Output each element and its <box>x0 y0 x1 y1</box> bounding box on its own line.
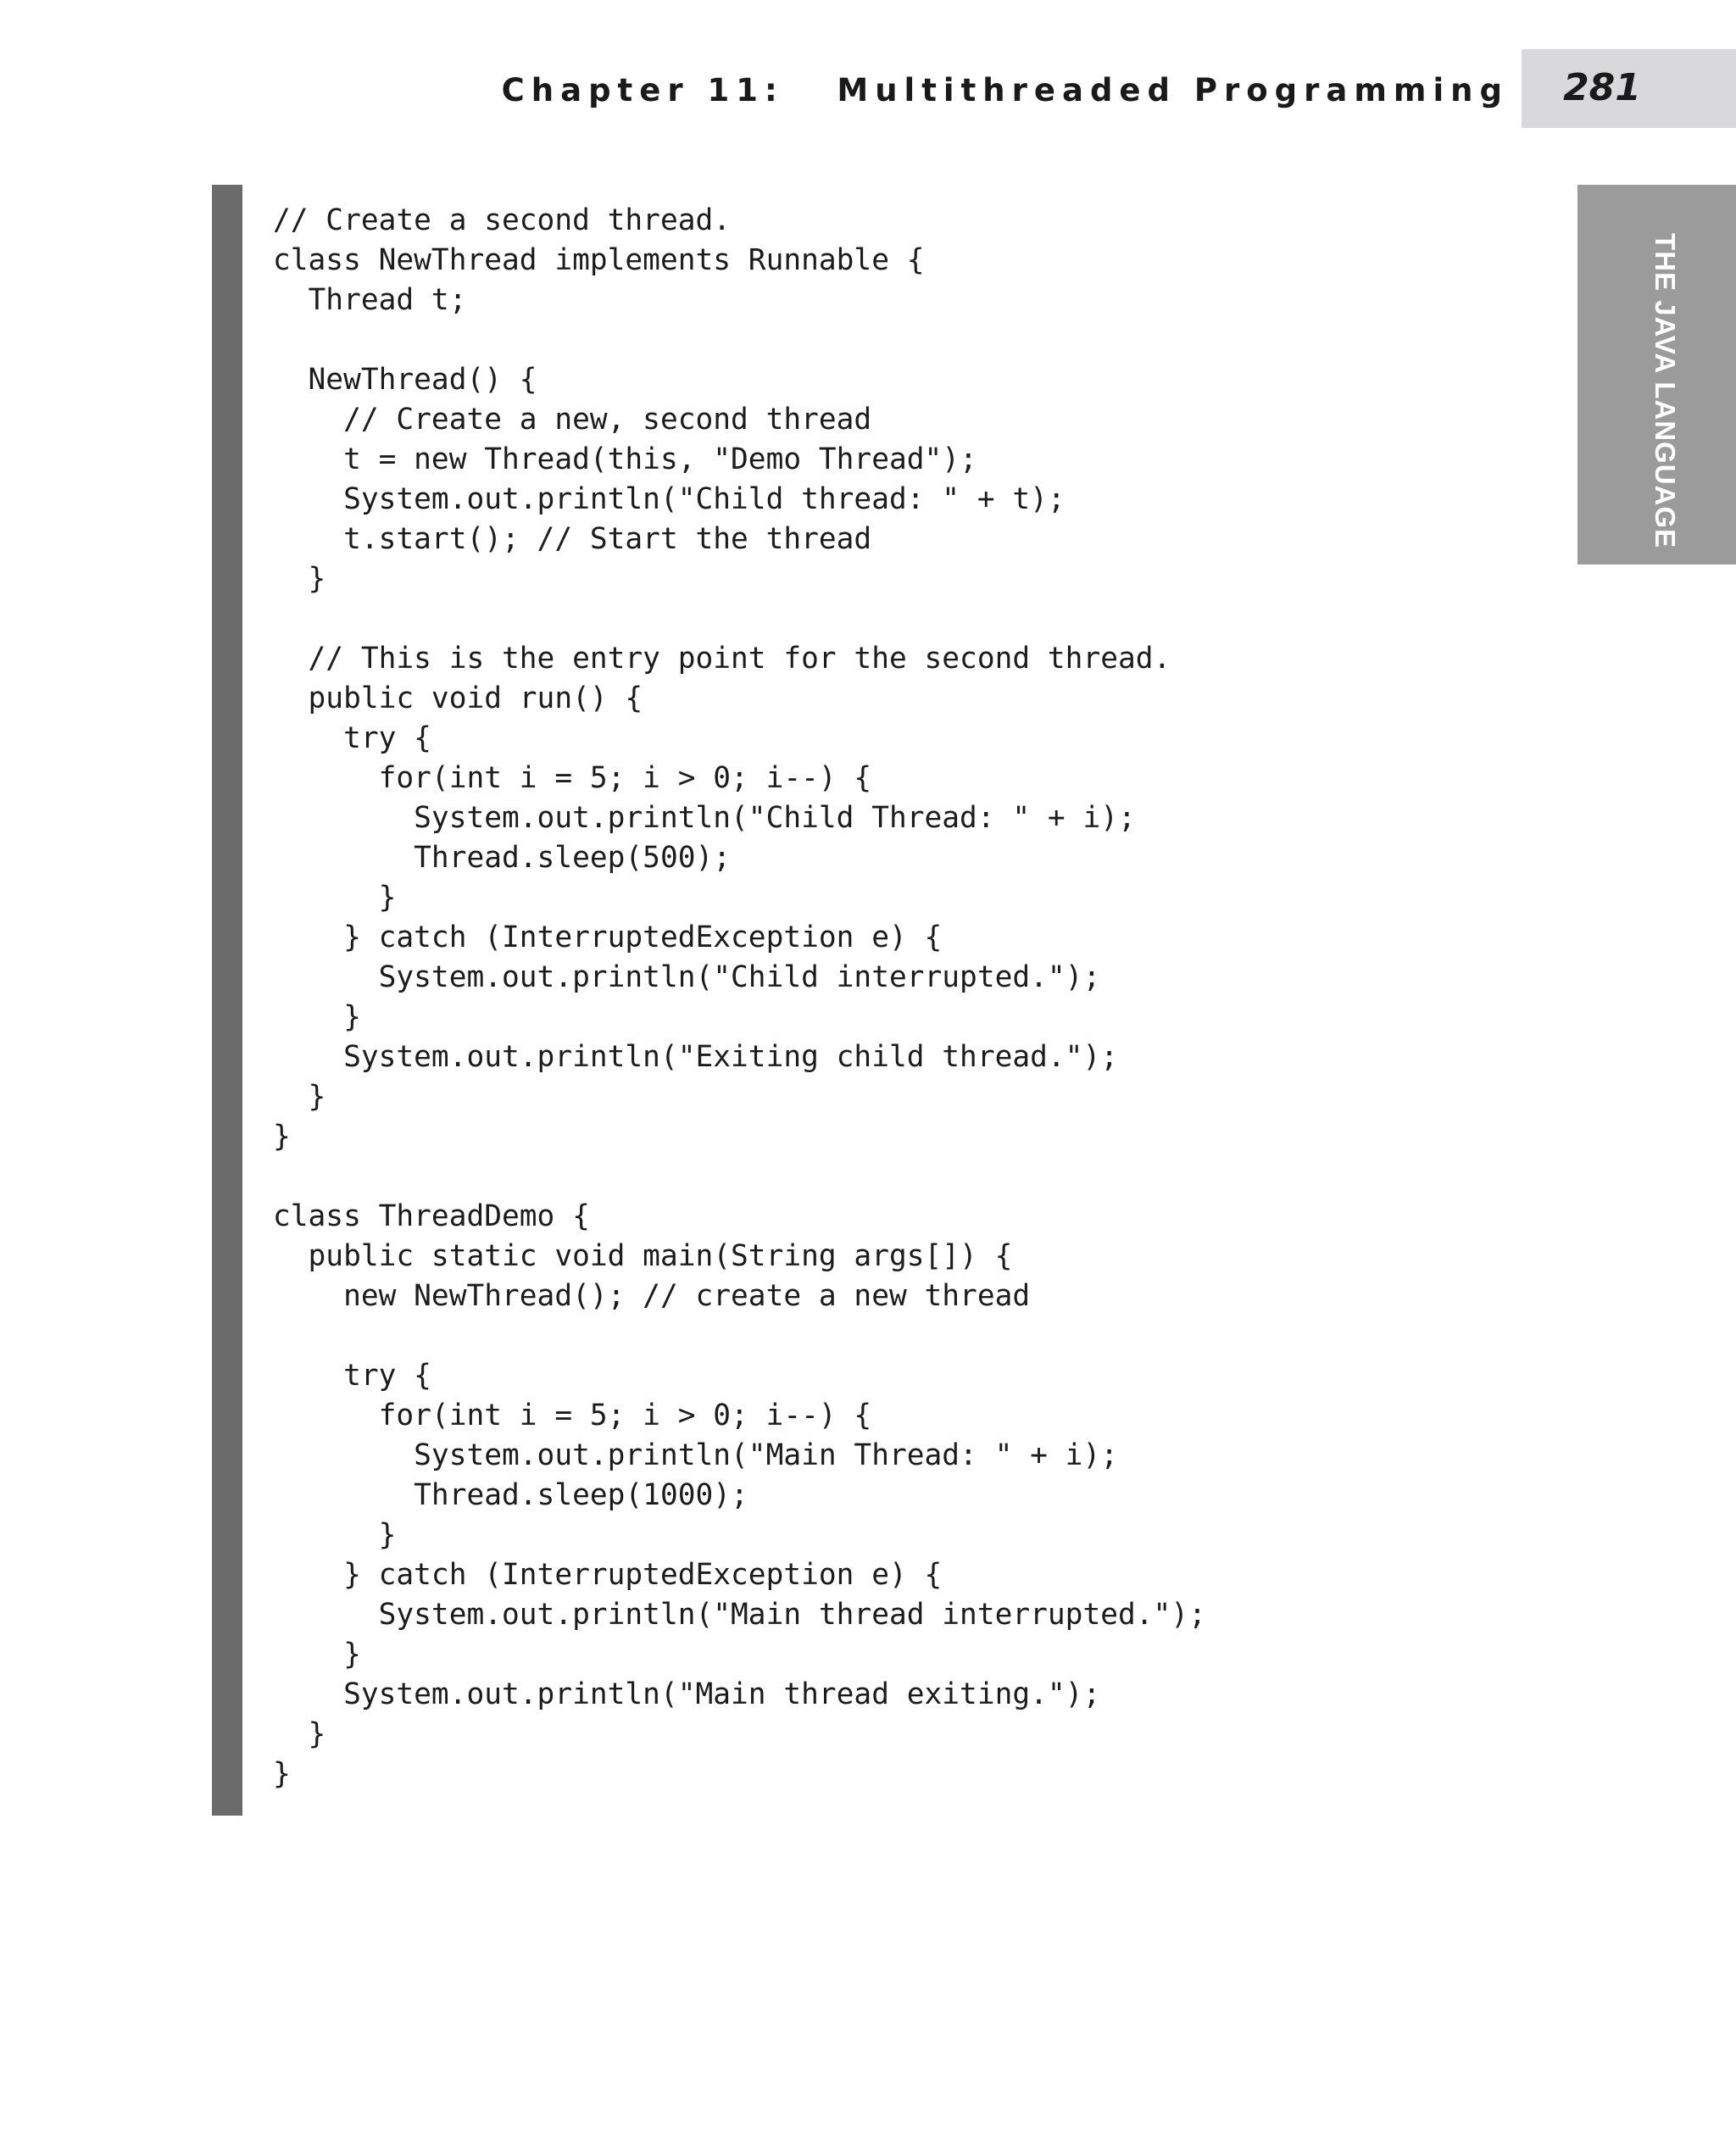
code-line: } catch (InterruptedException e) { <box>273 921 943 954</box>
code-line: System.out.println("Child interrupted."); <box>273 960 1101 994</box>
code-line <box>273 599 1206 639</box>
code-line: } <box>273 1717 326 1751</box>
code-line: Thread.sleep(500); <box>273 841 732 875</box>
code-line: } <box>273 1120 291 1154</box>
code-line: // This is the entry point for the second thread. <box>273 642 1171 676</box>
code-line: for(int i = 5; i > 0; i--) { <box>273 1399 872 1432</box>
code-line: class ThreadDemo { <box>273 1199 590 1233</box>
code-line: } catch (InterruptedException e) { <box>273 1558 943 1592</box>
code-line: Thread t; <box>273 283 467 317</box>
code-line: } <box>273 1757 291 1791</box>
section-tab-label: THE JAVA LANGUAGE <box>1650 233 1681 549</box>
code-line: } <box>273 1000 361 1034</box>
code-line: for(int i = 5; i > 0; i--) { <box>273 761 872 795</box>
code-line: } <box>273 1518 397 1552</box>
code-line <box>273 1316 1206 1356</box>
code-listing <box>273 201 1206 1794</box>
code-line: System.out.println("Main Thread: " + i); <box>273 1438 1118 1472</box>
code-line: } <box>273 881 397 915</box>
code-line: System.out.println("Main thread exiting."); <box>273 1677 1101 1711</box>
code-line: } <box>273 562 326 596</box>
code-line: class NewThread implements Runnable { <box>273 243 925 277</box>
code-line: public static void main(String args[]) { <box>273 1239 1013 1273</box>
code-line <box>273 320 1206 360</box>
code-line: t.start(); // Start the thread <box>273 522 872 556</box>
page-number: 281 <box>1563 66 1641 109</box>
code-line: NewThread() { <box>273 363 537 397</box>
code-line: System.out.println("Child Thread: " + i); <box>273 801 1136 835</box>
code-line: System.out.println("Exiting child thread."); <box>273 1040 1118 1074</box>
code-line: // Create a second thread. <box>273 203 732 237</box>
code-line: System.out.println("Main thread interrupted."); <box>273 1598 1206 1632</box>
running-head: Chapter 11: Multithreaded Programming <box>501 72 1509 108</box>
code-line: try { <box>273 721 431 755</box>
code-line: try { <box>273 1359 431 1393</box>
code-line: // Create a new, second thread <box>273 403 872 437</box>
code-line: } <box>273 1080 326 1114</box>
code-line: Thread.sleep(1000); <box>273 1478 748 1512</box>
code-line: t = new Thread(this, "Demo Thread"); <box>273 442 977 476</box>
code-line: new NewThread(); // create a new thread <box>273 1279 1031 1313</box>
code-line: System.out.println("Child thread: " + t); <box>273 482 1066 516</box>
code-line: } <box>273 1638 361 1672</box>
code-line: public void run() { <box>273 681 643 715</box>
code-listing-bar <box>212 185 242 1816</box>
code-line <box>273 1157 1206 1197</box>
